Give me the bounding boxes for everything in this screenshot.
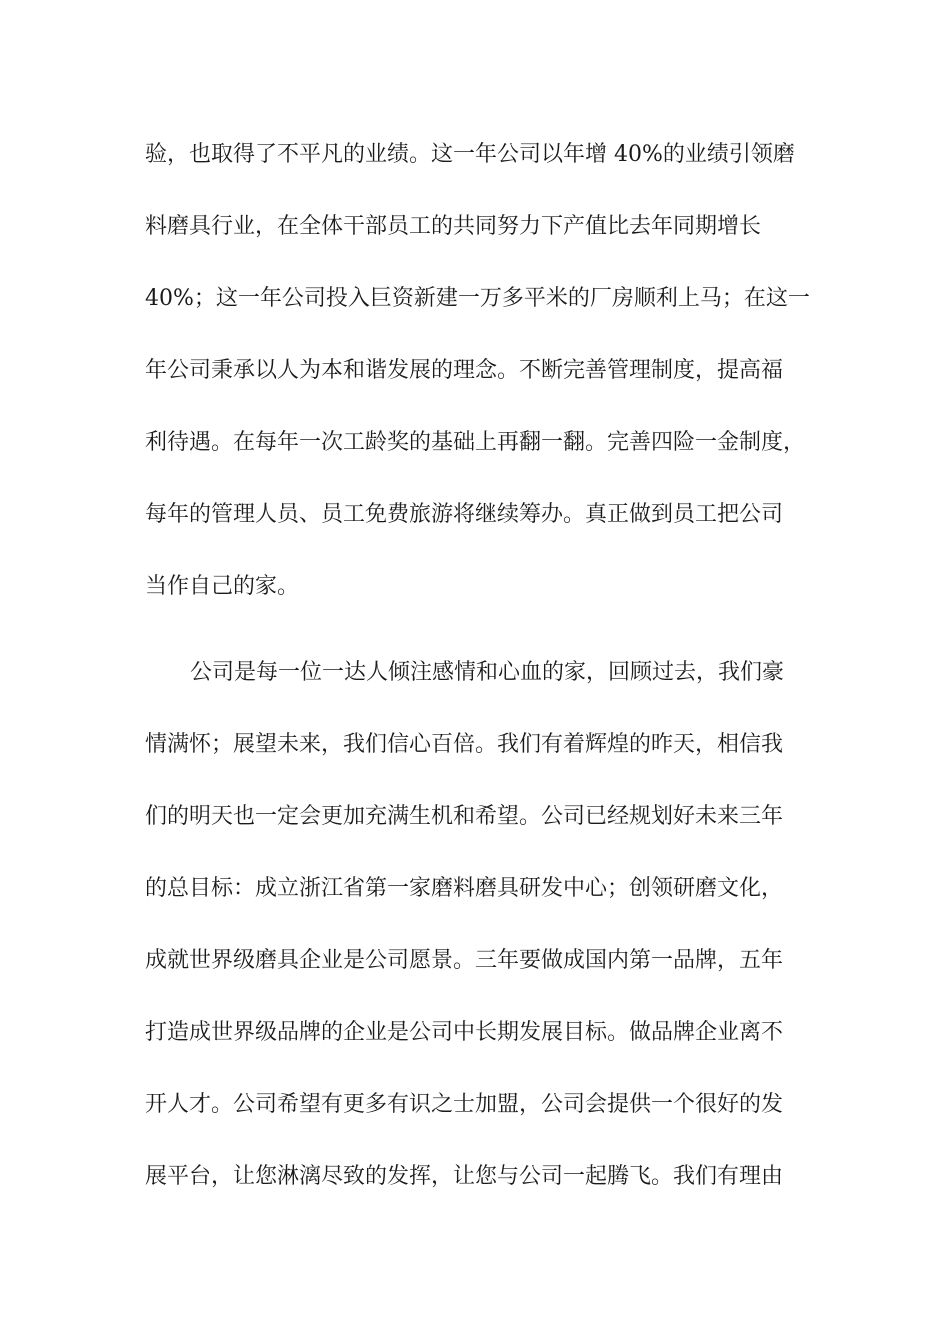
paragraph-2-line-7: 开人才。公司希望有更多有识之士加盟，公司会提供一个很好的发 — [145, 1092, 784, 1117]
paragraph-2-line-1: 公司是每一位一达人倾注感情和心血的家，回顾过去，我们豪 — [190, 660, 785, 685]
paragraph-1-line-3: 40%；这一年公司投入巨资新建一万多平米的厂房顺利上马；在这一 — [145, 286, 810, 311]
paragraph-2-line-3: 们的明天也一定会更加充满生机和希望。公司已经规划好未来三年 — [145, 804, 784, 829]
paragraph-2-line-8: 展平台，让您淋漓尽致的发挥，让您与公司一起腾飞。我们有理由 — [145, 1164, 784, 1189]
paragraph-2-line-2: 情满怀；展望未来，我们信心百倍。我们有着辉煌的昨天，相信我 — [145, 732, 784, 757]
paragraph-1-line-7: 当作自己的家。 — [145, 574, 300, 599]
paragraph-2-line-5: 成就世界级磨具企业是公司愿景。三年要做成国内第一品牌，五年 — [145, 948, 784, 973]
paragraph-2-line-4: 的总目标：成立浙江省第一家磨料磨具研发中心；创领研磨文化， — [145, 876, 784, 901]
paragraph-1-line-6: 每年的管理人员、员工免费旅游将继续筹办。真正做到员工把公司 — [145, 502, 784, 527]
paragraph-1-line-1: 验，也取得了不平凡的业绩。这一年公司以年增 40%的业绩引领磨 — [145, 142, 795, 167]
paragraph-1-line-5: 利待遇。在每年一次工龄奖的基础上再翻一翻。完善四险一金制度， — [145, 430, 806, 455]
paragraph-1-line-4: 年公司秉承以人为本和谐发展的理念。不断完善管理制度，提高福 — [145, 358, 784, 383]
paragraph-2-line-6: 打造成世界级品牌的企业是公司中长期发展目标。做品牌企业离不 — [145, 1020, 784, 1045]
paragraph-1-line-2: 料磨具行业，在全体干部员工的共同努力下产值比去年同期增长 — [145, 214, 762, 239]
